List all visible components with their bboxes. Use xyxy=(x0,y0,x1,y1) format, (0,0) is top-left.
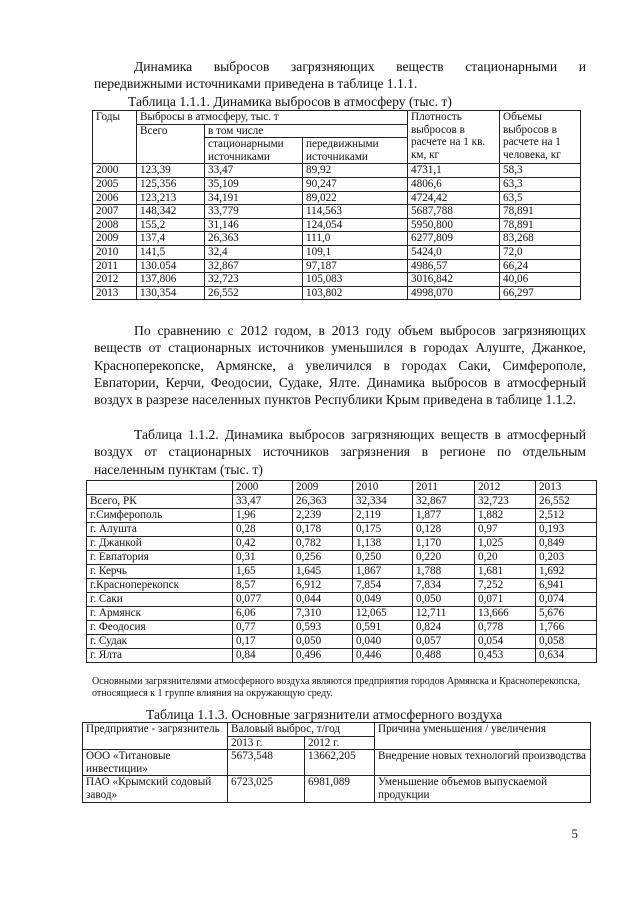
table-row xyxy=(83,776,591,802)
table-cell: 35,109 xyxy=(205,177,303,191)
table-cell: 3016,842 xyxy=(408,273,500,287)
table-cell: 4986,57 xyxy=(408,259,500,273)
table-cell: 0,058 xyxy=(536,635,597,649)
header-per-capita: Объемы выбросов в расчете на 1 человека, кг xyxy=(500,111,581,164)
emission-2013: 5673,548 xyxy=(228,750,305,776)
table-cell: 6,06 xyxy=(233,607,293,621)
year-header: 2013 xyxy=(536,481,597,495)
table-row xyxy=(87,509,597,523)
table-cell: 0,175 xyxy=(353,523,413,537)
table-row xyxy=(93,164,581,178)
city-name: г. Алушта xyxy=(87,523,233,537)
table-cell: 78,891 xyxy=(500,218,581,232)
table-row xyxy=(93,286,581,300)
table-cell: 137,806 xyxy=(137,273,205,287)
table-cell: 0,050 xyxy=(413,593,475,607)
table-cell: 0,28 xyxy=(233,523,293,537)
table-cell: 89,92 xyxy=(303,164,408,178)
city-emissions-table xyxy=(86,480,597,663)
table-cell: 1,025 xyxy=(475,537,536,551)
table-row xyxy=(87,593,597,607)
table-cell: 0,453 xyxy=(475,649,536,663)
table-cell: 7,834 xyxy=(413,579,475,593)
table-cell: 0,077 xyxy=(233,593,293,607)
table-cell: 32,334 xyxy=(353,495,413,509)
table-cell: 2009 xyxy=(93,232,137,246)
table-cell: 12,065 xyxy=(353,607,413,621)
year-header: 2010 xyxy=(353,481,413,495)
table-cell: 32,723 xyxy=(205,273,303,287)
city-name: г. Армянск xyxy=(87,607,233,621)
table-cell: 0,256 xyxy=(293,551,353,565)
table-row xyxy=(93,191,581,205)
table-cell: 0,591 xyxy=(353,621,413,635)
table-cell: 5,676 xyxy=(536,607,597,621)
table-cell: 58,3 xyxy=(500,164,581,178)
table-cell: 32,867 xyxy=(205,259,303,273)
city-name: г. Судак xyxy=(87,635,233,649)
intro-paragraph: Динамика выбросов загрязняющих веществ стационарными и передвижными источниками приведена в таблице 1.1.1. xyxy=(94,59,586,92)
table-cell: 0,220 xyxy=(413,551,475,565)
city-name: г. Феодосия xyxy=(87,621,233,635)
table-cell: 1,877 xyxy=(413,509,475,523)
table-cell: 4724,42 xyxy=(408,191,500,205)
table-cell: 1,645 xyxy=(293,565,353,579)
table-cell: 26,363 xyxy=(205,232,303,246)
table-cell: 103,802 xyxy=(303,286,408,300)
table-cell: 90,247 xyxy=(303,177,408,191)
table-row xyxy=(93,245,581,259)
table-cell: 0,193 xyxy=(536,523,597,537)
table-cell: 1,867 xyxy=(353,565,413,579)
table-cell: 111,0 xyxy=(303,232,408,246)
table-cell: 1,788 xyxy=(413,565,475,579)
emission-2012: 6981,089 xyxy=(305,776,375,802)
table-cell: 2007 xyxy=(93,205,137,219)
table-cell: 148,342 xyxy=(137,205,205,219)
table-cell: 5950,800 xyxy=(408,218,500,232)
table-cell: 1,65 xyxy=(233,565,293,579)
table-cell: 2000 xyxy=(93,164,137,178)
table-cell: 4806,6 xyxy=(408,177,500,191)
table-cell: 0,203 xyxy=(536,551,597,565)
table-cell: 26,552 xyxy=(536,495,597,509)
table-cell: 97,187 xyxy=(303,259,408,273)
table-cell: 7,310 xyxy=(293,607,353,621)
table-cell: 0,20 xyxy=(475,551,536,565)
table-row xyxy=(87,523,597,537)
header-2012: 2012 г. xyxy=(305,736,375,750)
table-cell: 66,24 xyxy=(500,259,581,273)
table-cell: 34,191 xyxy=(205,191,303,205)
table-cell: 0,42 xyxy=(233,537,293,551)
table1-caption: Таблица 1.1.1. Динамика выбросов в атмосферу (тыс. т) xyxy=(128,94,452,109)
table-cell: 7,854 xyxy=(353,579,413,593)
year-header: 2000 xyxy=(233,481,293,495)
table-row xyxy=(87,607,597,621)
table-cell: 33,779 xyxy=(205,205,303,219)
main-polluters-table xyxy=(82,722,591,803)
header-emissions: Выбросы в атмосферу, тыс. т xyxy=(137,111,408,125)
table-row xyxy=(93,218,581,232)
table-cell: 66,297 xyxy=(500,286,581,300)
table2-note: Основными загрязнителями атмосферного воздуха являются предприятия городов Армянска и Красноперекопска, относящиеся к 1 группе влияния на окружающую среду. xyxy=(92,676,581,700)
table-row xyxy=(87,551,597,565)
table-cell: 63,5 xyxy=(500,191,581,205)
enterprise-name: ПАО «Крымский содовый завод» xyxy=(83,776,228,802)
comparison-paragraph: По сравнению с 2012 годом, в 2013 году объем выбросов загрязняющих веществ от стационарных источников уменьшился в городах Алуште, Джанкое, Красноперекопске, Армянске, а увеличился в городах Саки, Симферополе, Евпатории, Керчи, Феодосии, Судаке, Ялте. Динамика выбросов в атмосферный воздух в разрезе населенных пунктов Республики Крым приведена в таблице 1.1.2. xyxy=(94,323,586,408)
city-name: г. Ялта xyxy=(87,649,233,663)
table-row xyxy=(87,621,597,635)
header-stationary: стационарными источниками xyxy=(205,138,303,164)
table-cell: 0,250 xyxy=(353,551,413,565)
table-cell: 130.054 xyxy=(137,259,205,273)
emission-2013: 6723,025 xyxy=(228,776,305,802)
table-cell: 4731,1 xyxy=(408,164,500,178)
table-cell: 2012 xyxy=(93,273,137,287)
reason: Внедрение новых технологий производства xyxy=(375,750,591,776)
table-row xyxy=(87,537,597,551)
header-gross-emission: Валовый выброс, т/год xyxy=(228,723,375,737)
table-header-row xyxy=(87,481,597,495)
table-cell: 0,634 xyxy=(536,649,597,663)
table-cell: 2010 xyxy=(93,245,137,259)
table-cell: 0,778 xyxy=(475,621,536,635)
table-cell: 0,77 xyxy=(233,621,293,635)
table-cell: 32,867 xyxy=(413,495,475,509)
header-mobile: передвижными источниками xyxy=(303,138,408,164)
table-cell: 1,681 xyxy=(475,565,536,579)
table-cell: 12,711 xyxy=(413,607,475,621)
table-cell: 0,824 xyxy=(413,621,475,635)
table-cell: 5687,788 xyxy=(408,205,500,219)
year-header: 2011 xyxy=(413,481,475,495)
table-cell: 0,31 xyxy=(233,551,293,565)
table-cell: 0,593 xyxy=(293,621,353,635)
table-cell: 72,0 xyxy=(500,245,581,259)
header-enterprise: Предприятие - загрязнитель xyxy=(83,723,228,750)
city-name: г. Евпатория xyxy=(87,551,233,565)
table-row xyxy=(87,495,597,509)
emission-2012: 13662,205 xyxy=(305,750,375,776)
table-cell: 0,040 xyxy=(353,635,413,649)
table-cell: 2005 xyxy=(93,177,137,191)
table-cell: 124,054 xyxy=(303,218,408,232)
year-header: 2012 xyxy=(475,481,536,495)
table-cell: 5424,0 xyxy=(408,245,500,259)
table-cell: 0,97 xyxy=(475,523,536,537)
table-cell: 2,512 xyxy=(536,509,597,523)
table-cell: 105,083 xyxy=(303,273,408,287)
city-name: г.Красноперекопск xyxy=(87,579,233,593)
table-cell: 26,363 xyxy=(293,495,353,509)
table-cell: 7,252 xyxy=(475,579,536,593)
city-name: г. Саки xyxy=(87,593,233,607)
city-name: г. Джанкой xyxy=(87,537,233,551)
table2-caption: Таблица 1.1.2. Динамика выбросов загрязняющих веществ в атмосферный воздух от стационарных источников загрязнения в регионе по отдельным населенным пунктам (тыс. т) xyxy=(94,427,586,477)
table-cell: 2013 xyxy=(93,286,137,300)
year-header: 2009 xyxy=(293,481,353,495)
table-cell: 0,071 xyxy=(475,593,536,607)
emissions-dynamics-table xyxy=(92,110,581,300)
table-cell: 125,356 xyxy=(137,177,205,191)
table-cell: 0,074 xyxy=(536,593,597,607)
table-cell: 33,47 xyxy=(233,495,293,509)
header-total: Всего xyxy=(137,124,205,164)
table-cell: 0,849 xyxy=(536,537,597,551)
header-including: в том числе xyxy=(205,124,408,138)
table-row xyxy=(93,259,581,273)
header-reason: Причина уменьшения / увеличения xyxy=(375,723,591,750)
table-cell: 0,178 xyxy=(293,523,353,537)
table-cell: 4998,070 xyxy=(408,286,500,300)
table-cell: 0,446 xyxy=(353,649,413,663)
table-cell: 2,239 xyxy=(293,509,353,523)
table-row xyxy=(87,649,597,663)
table-cell: 2011 xyxy=(93,259,137,273)
table-cell: 137,4 xyxy=(137,232,205,246)
table-cell: 13,666 xyxy=(475,607,536,621)
table-cell: 1,170 xyxy=(413,537,475,551)
table-cell: 123,39 xyxy=(137,164,205,178)
table-cell: 1,766 xyxy=(536,621,597,635)
enterprise-name: ООО «Титановые инвестиции» xyxy=(83,750,228,776)
header-years: Годы xyxy=(93,111,137,164)
table-cell: 6,941 xyxy=(536,579,597,593)
table-cell: 63,3 xyxy=(500,177,581,191)
table-cell: 33,47 xyxy=(205,164,303,178)
table-cell: 6,912 xyxy=(293,579,353,593)
table-row xyxy=(83,750,591,776)
table-cell: 130,354 xyxy=(137,286,205,300)
header-2013: 2013 г. xyxy=(228,736,305,750)
table-cell: 32,4 xyxy=(205,245,303,259)
table-cell: 2006 xyxy=(93,191,137,205)
table-cell: 0,488 xyxy=(413,649,475,663)
table-cell: 109,1 xyxy=(303,245,408,259)
table-cell: 155,2 xyxy=(137,218,205,232)
table-cell: 6277,809 xyxy=(408,232,500,246)
table-corner-cell xyxy=(87,481,233,495)
table-cell: 1,96 xyxy=(233,509,293,523)
header-density: Плотность выбросов в расчете на 1 кв. км, кг xyxy=(408,111,500,164)
table-cell: 123,213 xyxy=(137,191,205,205)
table3-caption: Таблица 1.1.3. Основные загрязнители атмосферного воздуха xyxy=(146,707,503,722)
table-cell: 8,57 xyxy=(233,579,293,593)
table-cell: 89,022 xyxy=(303,191,408,205)
table-row xyxy=(93,232,581,246)
table-cell: 0,782 xyxy=(293,537,353,551)
table-cell: 114,563 xyxy=(303,205,408,219)
table-cell: 0,044 xyxy=(293,593,353,607)
table-row xyxy=(87,635,597,649)
table-cell: 141,5 xyxy=(137,245,205,259)
table-cell: 0,054 xyxy=(475,635,536,649)
table-cell: 1,882 xyxy=(475,509,536,523)
table-cell: 0,84 xyxy=(233,649,293,663)
table-cell: 2008 xyxy=(93,218,137,232)
table-cell: 40,06 xyxy=(500,273,581,287)
table-row xyxy=(87,565,597,579)
table-cell: 83,268 xyxy=(500,232,581,246)
table-cell: 26,552 xyxy=(205,286,303,300)
table-row xyxy=(93,273,581,287)
table-cell: 0,057 xyxy=(413,635,475,649)
reason: Уменьшение объемов выпускаемой продукции xyxy=(375,776,591,802)
table-row xyxy=(93,177,581,191)
table-cell: 1,138 xyxy=(353,537,413,551)
table-cell: 0,050 xyxy=(293,635,353,649)
table-cell: 2,119 xyxy=(353,509,413,523)
city-name: г.Симферополь xyxy=(87,509,233,523)
table-cell: 0,128 xyxy=(413,523,475,537)
page-number: 5 xyxy=(571,826,578,841)
table-cell: 0,049 xyxy=(353,593,413,607)
city-name: г. Керчь xyxy=(87,565,233,579)
city-name: Всего, РК xyxy=(87,495,233,509)
table-cell: 78,891 xyxy=(500,205,581,219)
table-cell: 1,692 xyxy=(536,565,597,579)
table-cell: 32,723 xyxy=(475,495,536,509)
table-cell: 31,146 xyxy=(205,218,303,232)
table-cell: 0,17 xyxy=(233,635,293,649)
table-cell: 0,496 xyxy=(293,649,353,663)
table-row xyxy=(93,205,581,219)
table-row xyxy=(87,579,597,593)
